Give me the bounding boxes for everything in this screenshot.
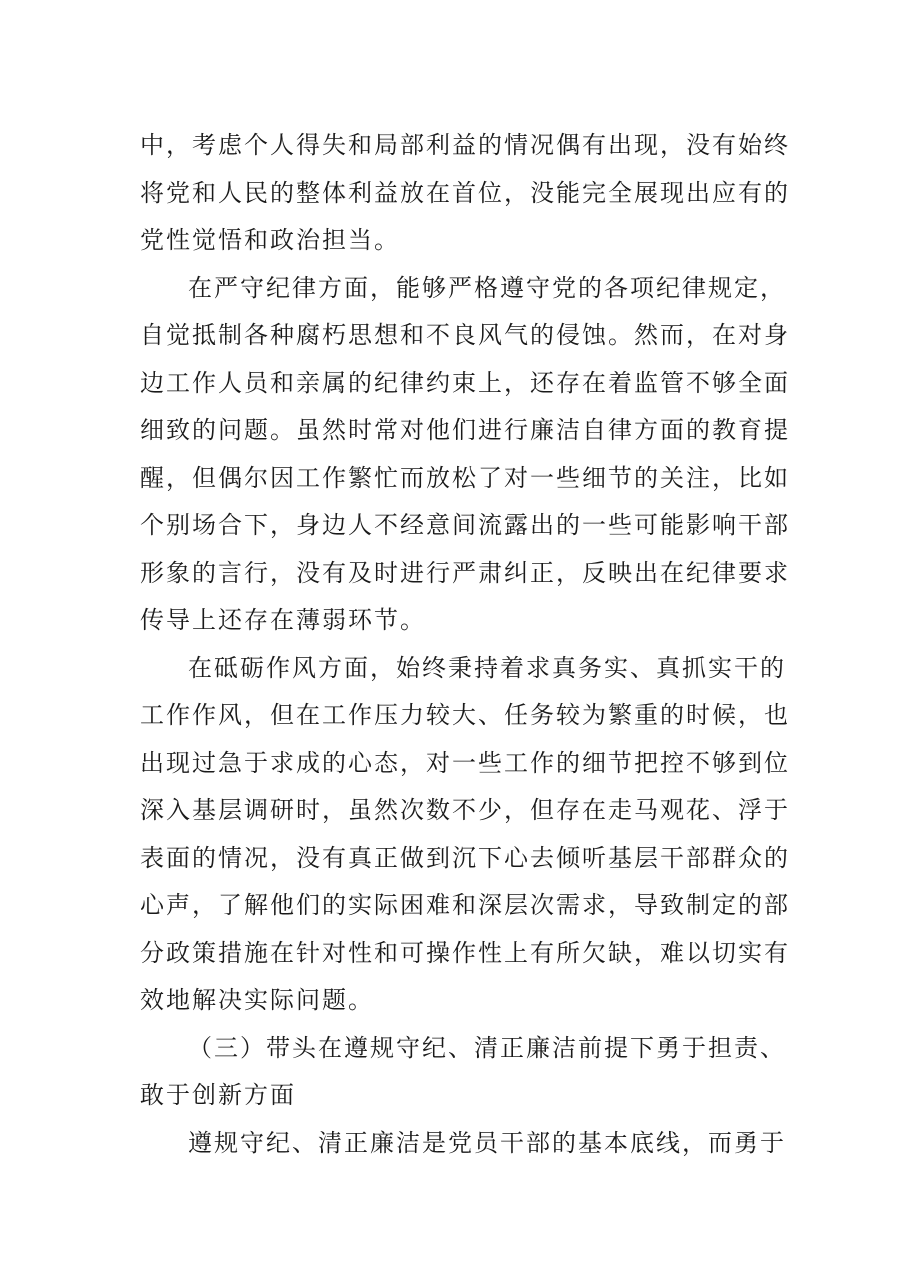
text-line: 分政策措施在针对性和可操作性上有所欠缺，难以切实有 [140, 938, 790, 967]
text-line: 将党和人民的整体利益放在首位，没能完全展现出应有的 [140, 178, 790, 207]
text-line: 自觉抵制各种腐朽思想和不良风气的侵蚀。然而，在对身 [140, 321, 790, 349]
text-line: 边工作人员和亲属的纪律约束上，还存在着监管不够全面 [140, 368, 790, 397]
text-line: 深入基层调研时，虽然次数不少，但存在走马观花、浮于 [140, 796, 790, 824]
text-line: 个别场合下，身边人不经意间流露出的一些可能影响干部 [140, 511, 790, 539]
text-line: 出现过急于求成的心态，对一些工作的细节把控不够到位 [140, 748, 790, 777]
text-line: 形象的言行，没有及时进行严肃纠正，反映出在纪律要求 [140, 558, 790, 587]
text-line: 效地解决实际问题。 [140, 986, 374, 1014]
text-line: 遵规守纪、清正廉洁是党员干部的基本底线，而勇于 [188, 1128, 786, 1157]
text-line: 中，考虑个人得失和局部利益的情况偶有出现，没有始终 [140, 131, 790, 159]
text-line: 在砥砺作风方面，始终秉持着求真务实、真抓实干的 [188, 653, 786, 682]
text-line: 心声，了解他们的实际困难和深层次需求，导致制定的部 [140, 891, 790, 919]
text-line: 醒，但偶尔因工作繁忙而放松了对一些细节的关注，比如 [140, 463, 790, 492]
text-line: （三）带头在遵规守纪、清正廉洁前提下勇于担责、 [188, 1033, 786, 1062]
text-line: 敢于创新方面 [140, 1081, 296, 1109]
text-line: 细致的问题。虽然时常对他们进行廉洁自律方面的教育提 [140, 416, 790, 444]
text-line: 党性觉悟和政治担当。 [140, 226, 400, 254]
text-line: 在严守纪律方面，能够严格遵守党的各项纪律规定， [188, 273, 786, 302]
text-line: 工作作风，但在工作压力较大、任务较为繁重的时候，也 [140, 701, 790, 729]
document-body [140, 122, 790, 1167]
text-line: 传导上还存在薄弱环节。 [140, 606, 426, 634]
text-line: 表面的情况，没有真正做到沉下心去倾听基层干部群众的 [140, 843, 790, 872]
